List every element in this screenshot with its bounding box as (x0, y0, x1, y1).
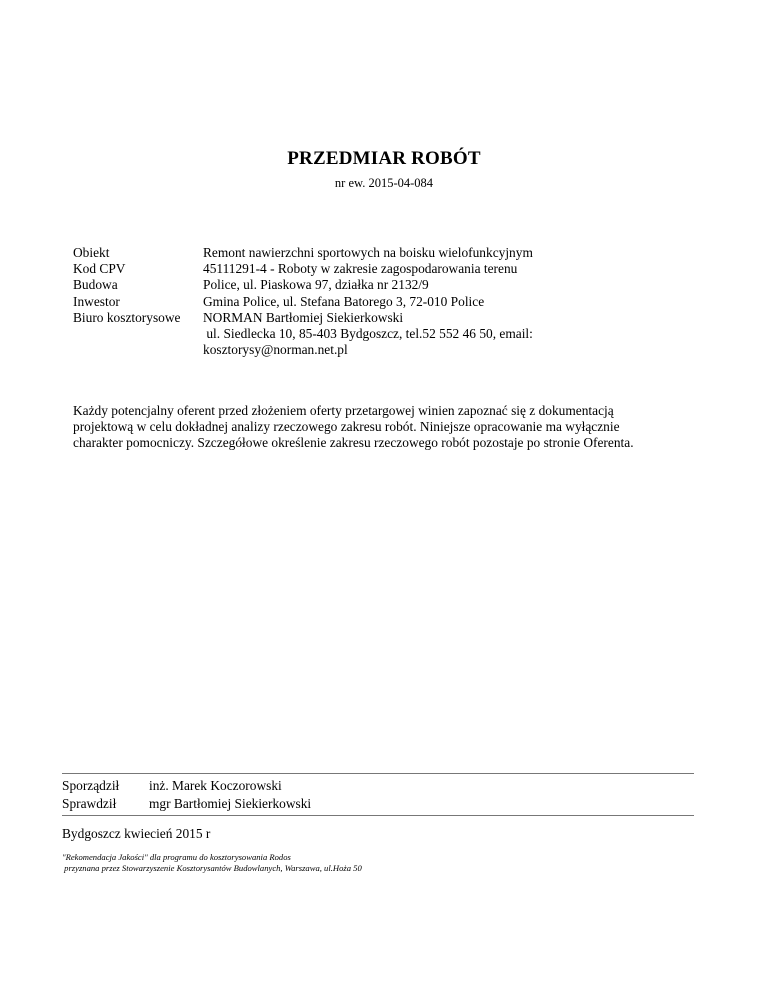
prepared-by-name: inż. Marek Koczorowski (149, 778, 282, 793)
info-label-biuro: Biuro kosztorysowe (73, 309, 181, 325)
footer-note (62, 852, 362, 874)
notice-line-3: charakter pomocniczy. Szczegółowe określenie zakresu rzeczowego robót pozostaje po stronie Oferenta. (73, 435, 634, 450)
info-row-biuro (73, 310, 623, 359)
info-row-kod-cpv (73, 261, 623, 277)
place-and-date: Bydgoszcz kwiecień 2015 r (62, 826, 211, 841)
checked-by-name: mgr Bartłomiej Siekierkowski (149, 796, 312, 811)
info-label-budowa: Budowa (73, 277, 118, 293)
info-value-inwestor: Gmina Police, ul. Stefana Batorego 3, 72-010 Police (203, 293, 485, 309)
info-label-kod-cpv: Kod CPV (73, 261, 126, 277)
notice-line-1: Każdy potencjalny oferent przed złożeniem oferty przetargowej winien zapoznać się z dokumentacją (73, 403, 614, 418)
document-number: nr ew. 2015-04-084 (334, 176, 434, 190)
info-label-inwestor: Inwestor (73, 293, 120, 309)
info-value-kod-cpv: 45111291-4 - Roboty w zakresie zagospodarowania terenu (203, 261, 518, 277)
info-value-budowa: Police, ul. Piaskowa 97, działka nr 2132/9 (203, 277, 429, 293)
info-value-biuro (203, 310, 623, 359)
prepared-by-label: Sporządził (62, 778, 120, 793)
project-info (73, 245, 623, 358)
footer-line-1: "Rekomendacja Jakości" dla programu do kosztorysowania Rodos (62, 852, 291, 862)
info-row-inwestor (73, 294, 623, 310)
info-row-budowa (73, 277, 623, 293)
footer-line-2: przyznana przez Stowarzyszenie Kosztorysantów Budowlanych, Warszawa, ul.Hoża 50 (62, 863, 362, 873)
biuro-name: NORMAN Bartłomiej Siekierkowski (203, 309, 404, 325)
document-title: PRZEDMIAR ROBÓT (287, 148, 481, 169)
biuro-email: kosztorysy@norman.net.pl (203, 342, 348, 358)
info-value-obiekt: Remont nawierzchni sportowych na boisku wielofunkcyjnym (203, 245, 533, 260)
info-label-obiekt: Obiekt (73, 245, 110, 260)
notice-paragraph (73, 403, 713, 451)
info-row-obiekt (73, 245, 623, 261)
biuro-address: ul. Siedlecka 10, 85-403 Bydgoszcz, tel.52 552 46 50, email: (203, 326, 533, 342)
checked-by (62, 796, 311, 812)
checked-by-label: Sprawdził (62, 796, 117, 811)
prepared-by (62, 778, 282, 794)
signature-divider-top (62, 773, 694, 774)
notice-line-2: projektową w celu dokładnej analizy rzeczowego zakresu robót. Niniejsze opracowanie ma wyłącznie (73, 419, 620, 434)
signature-divider-bottom (62, 815, 694, 816)
